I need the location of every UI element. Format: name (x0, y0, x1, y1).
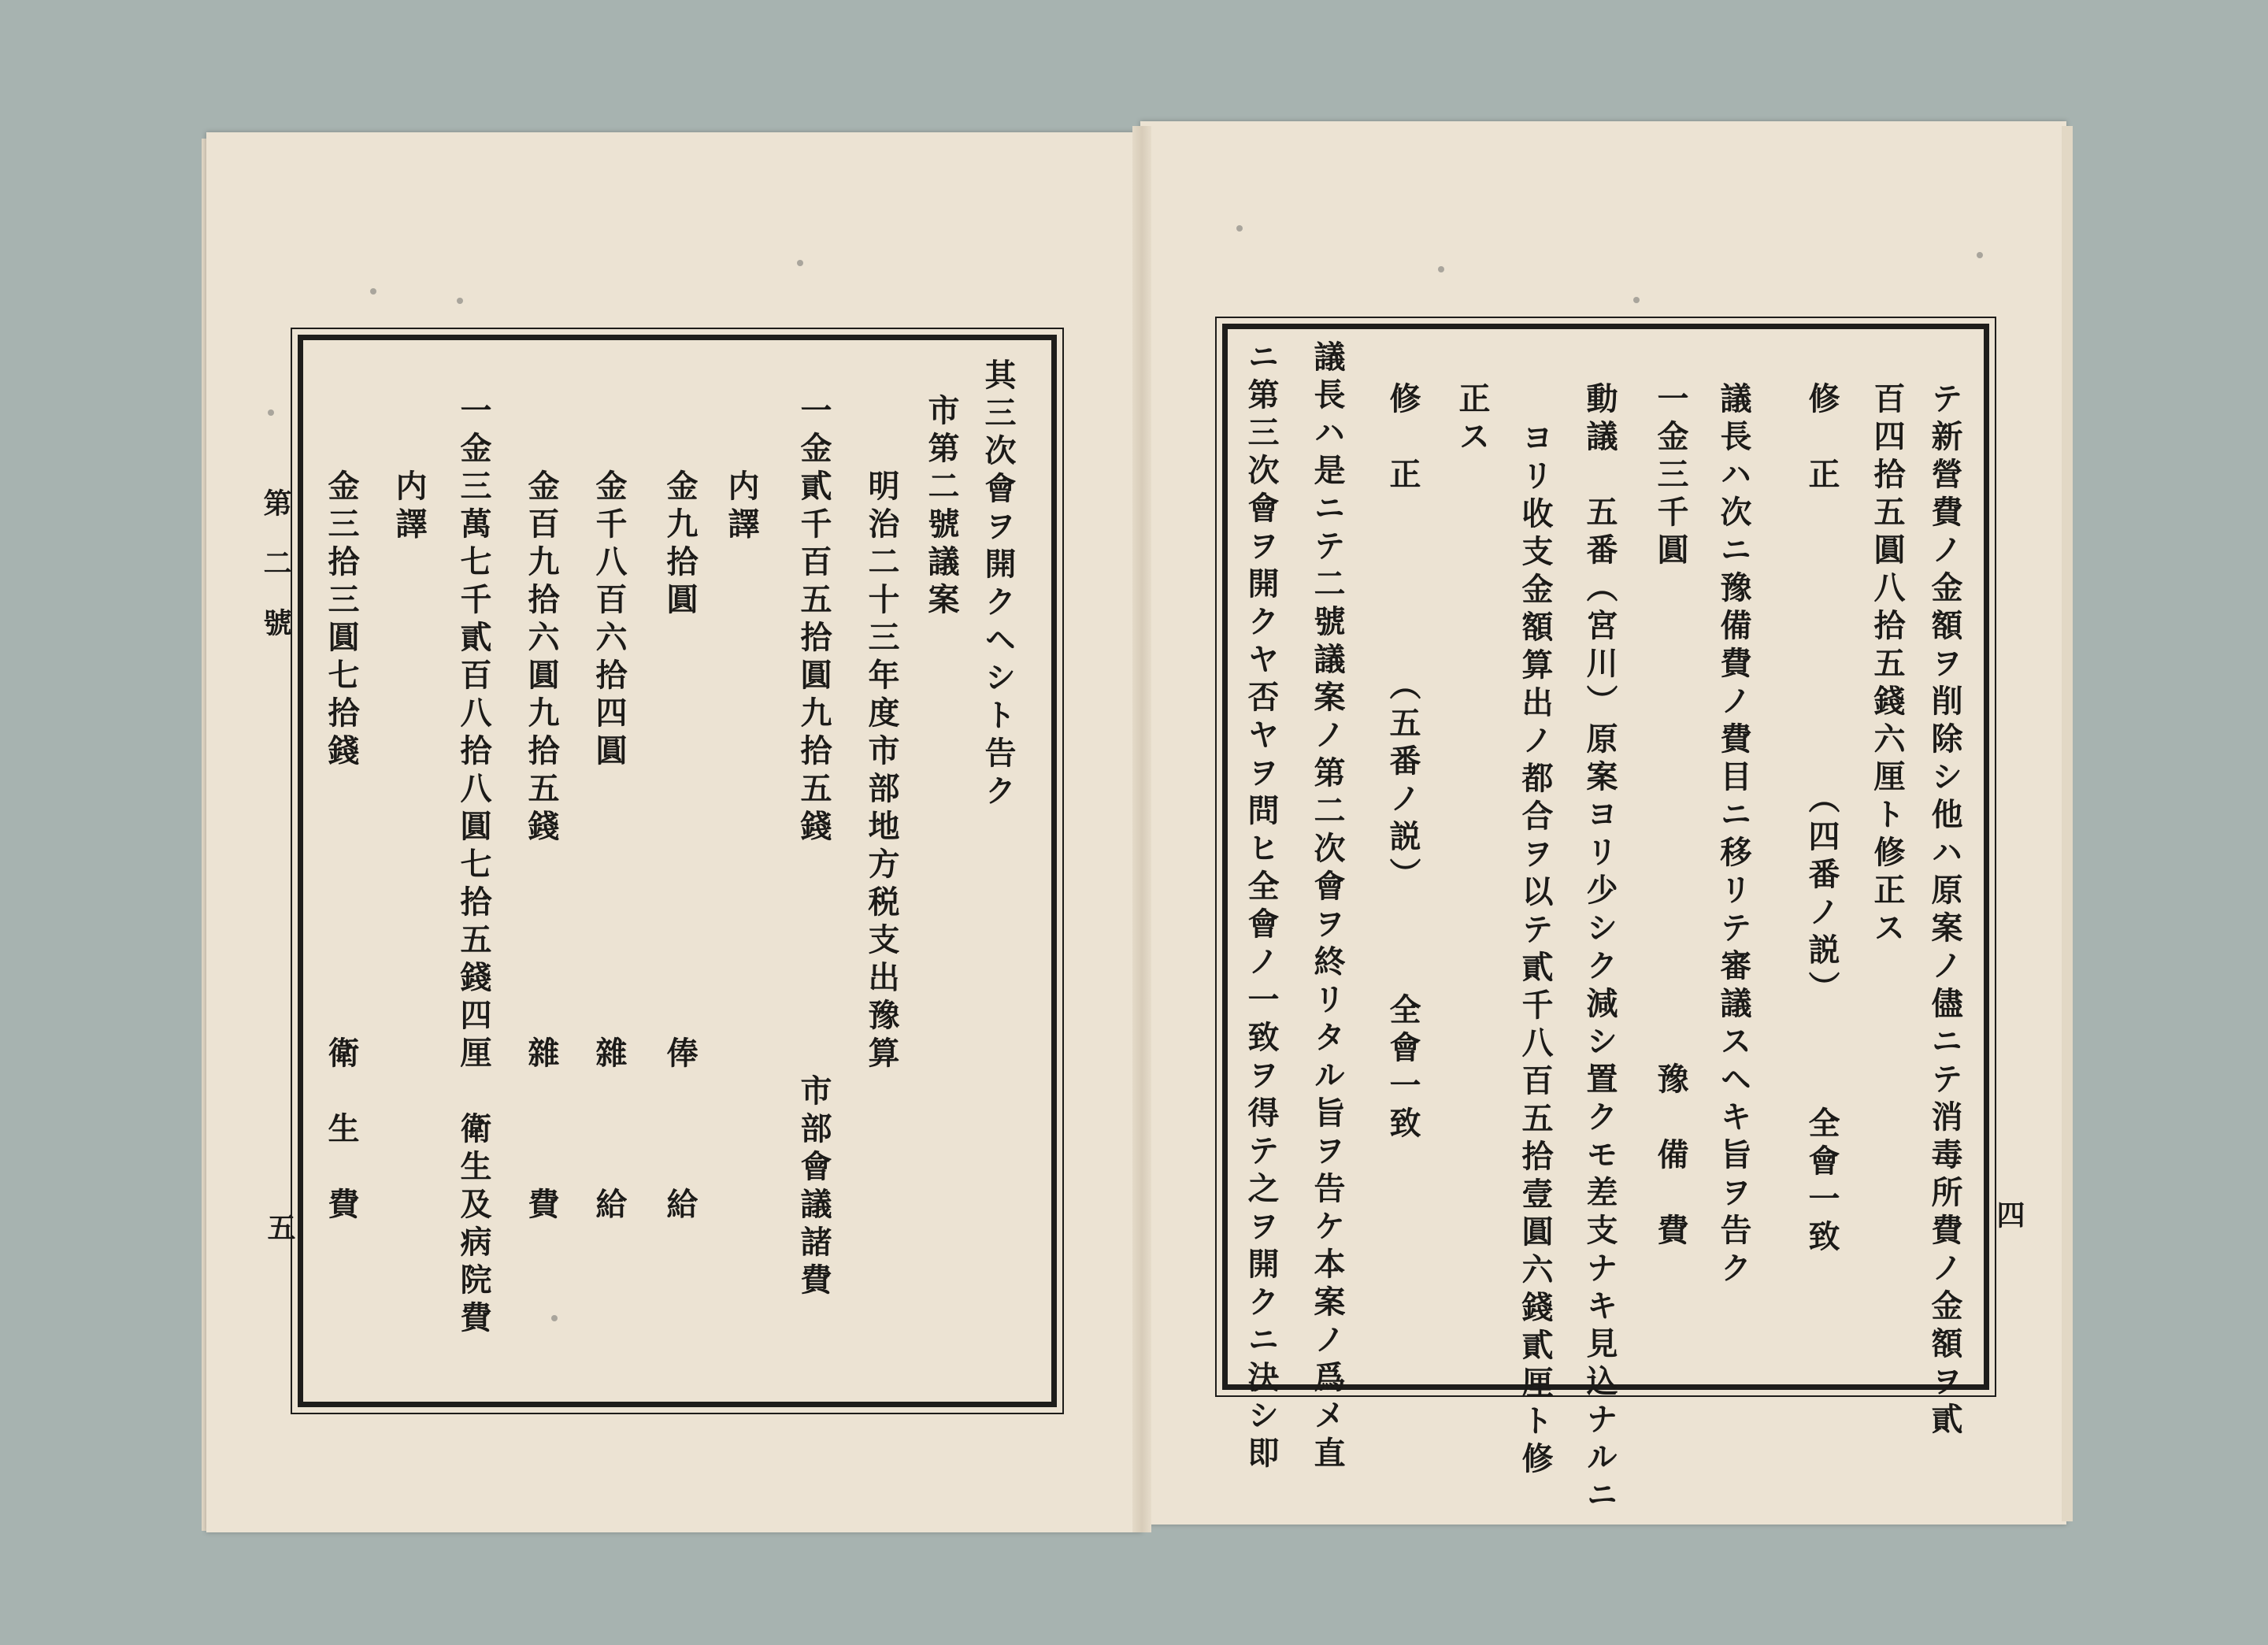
text-column: 修 正 （五番ノ説） 全會一致 (1384, 382, 1421, 1144)
text-column: 一金貳千百五拾圓九拾五錢 市部會議諸費 (795, 394, 832, 1301)
text-column: 一金三萬七千貳百八拾八圓七拾五錢四厘 衛生及病院費 (455, 394, 492, 1339)
text-column: 内譯 (391, 394, 428, 545)
text-column: 議長ハ是ニテ二號議案ノ第二次會ヲ終リタル旨ヲ告ケ本案ノ爲メ直 (1309, 340, 1346, 1474)
text-column: 動議 五番（宮川）原案ヨリ少シク減シ置クモ差支ナキ見込ナルニ (1581, 382, 1618, 1516)
text-column: 金百九拾六圓九拾五錢 雜 費 (523, 394, 560, 1225)
text-column: 内譯 (723, 394, 760, 545)
paper-speck (370, 288, 376, 295)
text-column: テ新營費ノ金額ヲ削除シ他ハ原案ノ儘ニテ消毒所費ノ金額ヲ貳 (1926, 382, 1963, 1440)
page-number: 五 (263, 1213, 296, 1273)
text-column: 金千八百六拾四圓 雜 給 (591, 394, 628, 1225)
text-column: ニ第三次會ヲ開クヤ否ヤヲ問ヒ全會ノ一致ヲ得テ之ヲ開クニ決シ即 (1243, 340, 1280, 1474)
text-column: 議長ハ次ニ豫備費ノ費目ニ移リテ審議スヘキ旨ヲ告ク (1715, 382, 1752, 1289)
text-column: 修 正 （四番ノ説） 全會一致 (1803, 382, 1840, 1258)
text-column: 金九拾圓 俸 給 (662, 394, 699, 1225)
running-head: 第二號 (259, 488, 292, 668)
text-column: 百四拾五圓八拾五錢六厘ト修正ス (1869, 382, 1906, 949)
text-column: 市第二號議案 (923, 394, 960, 621)
text-column: 其三次會ヲ開クヘシト告ク (980, 358, 1017, 812)
text-column: ヨリ收支金額算出ノ都合ヲ以テ貳千八百五拾壹圓六錢貳厘ト修 (1517, 421, 1554, 1480)
text-column: 正ス (1454, 382, 1491, 458)
paper-speck (457, 298, 463, 304)
paper-speck (797, 260, 803, 266)
paper-speck (268, 409, 274, 416)
paper-speck (1977, 252, 1983, 258)
page-number: 四 (1992, 1200, 2025, 1260)
text-column: 金三拾三圓七拾錢 衛 生 費 (323, 394, 360, 1225)
text-column: 一金三千圓 豫 備 費 (1652, 382, 1689, 1251)
right-page-edge (2062, 126, 2073, 1521)
paper-speck (1633, 297, 1640, 303)
paper-speck (1438, 266, 1444, 272)
text-column: 明治二十三年度市部地方税支出豫算 (863, 394, 900, 1074)
paper-speck (1236, 225, 1243, 232)
book-spine (1132, 126, 1151, 1532)
